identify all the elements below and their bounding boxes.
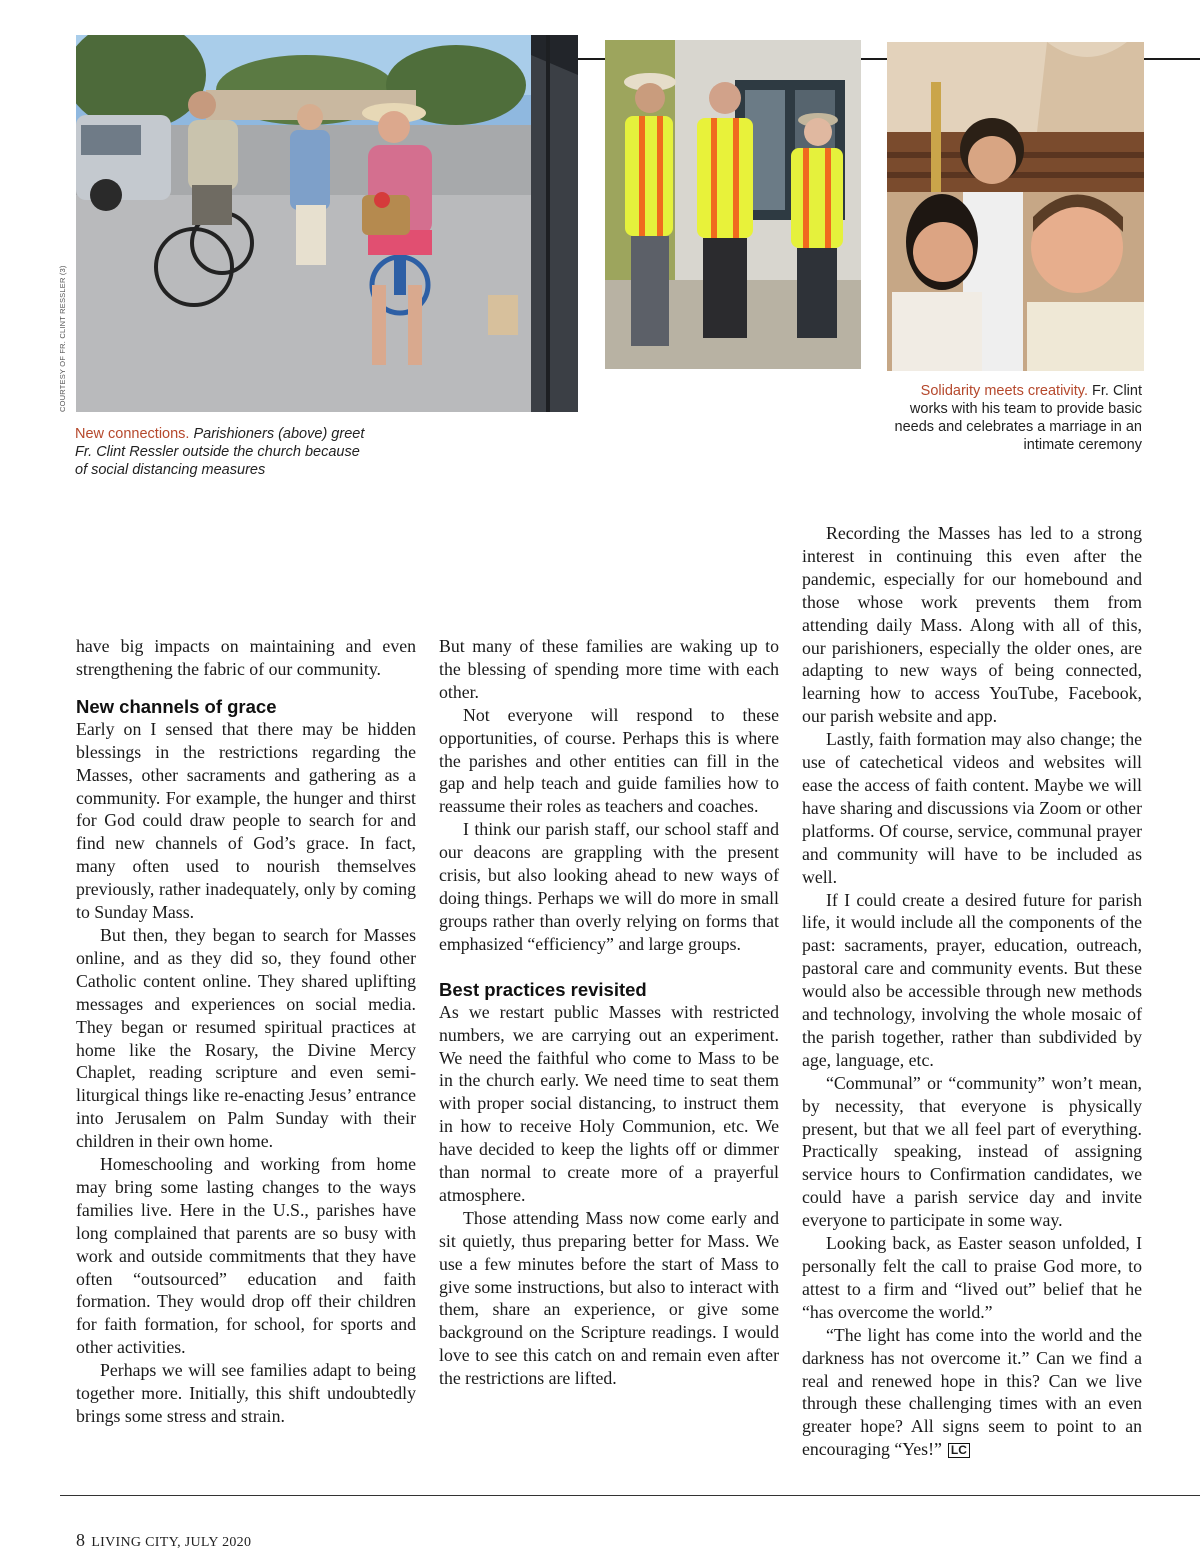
paragraph: As we restart public Masses with restricted numbers, we are carrying out an experiment. We need the faithful who come to Mass to be in the church early. We need time to seat them with proper social distancing, to instruct them in how to receive Holy Communion, etc. We have decided to keep the lights off or dimmer than normal to create more of a prayerful atmosphere.	[439, 1001, 779, 1205]
article-column-2	[439, 635, 779, 1390]
top-rule	[1144, 58, 1200, 60]
photo-credit: COURTESY OF FR. CLINT RESSLER (3)	[58, 265, 67, 412]
section-heading: Best practices revisited	[439, 978, 647, 1000]
wedding-photo-illustration	[887, 42, 1144, 371]
paragraph: Perhaps we will see families adapt to being together more. Initially, this shift undoubtedly brings some stress and strain.	[76, 1360, 416, 1426]
paragraph: Looking back, as Easter season unfolded, I personally felt the call to praise God more, to attest to a firm and “lived out” belief that he “has overcome the world.”	[802, 1233, 1142, 1322]
publication-name: LIVING CITY, JULY 2020	[91, 1535, 252, 1550]
paragraph: Not everyone will respond to these opportunities, of course. Perhaps this is where the parishes and other entities can fill in the gap and help teach and guide families how to reassume their roles as teachers and coaches.	[439, 704, 779, 817]
paragraph: Recording the Masses has led to a strong interest in continuing this even after the pandemic, especially for our homebound and those whose work prevents them from attending daily Mass. Along with all of this, our parishioners, especially the older ones, are adapting to new ways of being connected, learning how to access YouTube, Facebook, our parish website and app.	[802, 523, 1142, 727]
footer-rule	[60, 1495, 1200, 1496]
photo-team-vests	[605, 40, 861, 369]
paragraph: Early on I sensed that there may be hidden blessings in the restrictions regarding the Masses, other sacraments and gathering as a community. For example, the hunger and thirst for God could draw people to search for and find new channels of God’s grace. In fact, many often used to nourish themselves previously, rather inadequately, only by coming to Sunday Mass.	[76, 718, 416, 923]
paragraph: But then, they began to search for Masses online, and as they did so, they found other Catholic content online. They shared uplifting messages and experiences on social media. They began or resumed spiritual practices at home like the Rosary, the Divine Mercy Chaplet, reading scripture and even semi-liturgical things like re-enacting Jesus’ entrance into Jerusalem on Palm Sunday with their children in their own home.	[76, 924, 416, 1152]
page-footer	[76, 1530, 251, 1551]
end-mark: LC	[948, 1443, 970, 1458]
paragraph: If I could create a desired future for parish life, it would include all the components of the past: sacraments, prayer, education, outreach, pastoral care and community events. But these would also be accessible through new methods and technology, involving the whole mosaic of the parish together, rather than subdivided by age, language, etc.	[802, 889, 1142, 1070]
caption-solidarity	[880, 382, 1142, 454]
paragraph: Homeschooling and working from home may bring some lasting changes to the ways families live. Here in the U.S., parishes have long complained that parents are so busy with work and outside commitments that they have often “outsourced” education and faith formation. They would drop off their children for faith formation, for school, for sports and other activities.	[76, 1154, 416, 1358]
section-heading: New channels of grace	[76, 695, 277, 717]
article-column-3	[802, 522, 1142, 1461]
photo-parishioners	[76, 35, 578, 412]
caption-body: Fr. Clint works with his team to provide basic needs and celebrates a marriage in an intimate ceremony	[894, 383, 1142, 453]
paragraph: But many of these families are waking up to the blessing of spending more time with each other.	[439, 636, 779, 702]
parishioners-photo-illustration	[76, 35, 578, 412]
paragraph: “Communal” or “community” won’t mean, by necessity, that everyone is physically present, but that we all feel part of everything. Practically speaking, instead of assigning service hours to Confirmation candidates, we could have a parish service day and invite everyone to participate in some way.	[802, 1072, 1142, 1231]
paragraph: Those attending Mass now come early and sit quietly, thus preparing better for Mass. We use a few minutes before the start of Mass to give some instructions, but also to interact with them, share an experience, or give some background on the Scripture readings. I would love to see this catch on and remain even after the restrictions are lifted.	[439, 1207, 779, 1389]
paragraph: have big impacts on maintaining and even strengthening the fabric of our community.	[76, 636, 416, 679]
article-column-1	[76, 635, 416, 1428]
paragraph-text: “The light has come into the world and the darkness has not overcome it.” Can we find a real and renewed hope in this? Can we live through these challenging times with an even greater hope? All signs seem to point to an encouraging “Yes!”	[802, 1324, 1142, 1460]
top-rule	[578, 58, 606, 60]
caption-body: Parishioners (above) greet Fr. Clint Ressler outside the church because of social distancing measures	[75, 426, 365, 478]
caption-new-connections	[75, 425, 375, 479]
paragraph: I think our parish staff, our school staff and our deacons are grappling with the present crisis, but also looking ahead to new ways of doing things. Perhaps we will do more in small groups rather than overly relying on forms that emphasized “efficiency” and large groups.	[439, 819, 779, 954]
paragraph	[802, 1324, 1142, 1461]
page-number: 8	[76, 1530, 86, 1550]
team-vests-photo-illustration	[605, 40, 861, 369]
top-rule	[861, 58, 887, 60]
photo-wedding	[887, 42, 1144, 371]
caption-lead: New connections.	[75, 426, 190, 442]
paragraph: Lastly, faith formation may also change; the use of catechetical videos and websites will ease the access of faith content. Maybe we will have sharing and discussions via Zoom or other platforms. Of course, service, communal prayer and community will have to be included as well.	[802, 729, 1142, 887]
caption-lead: Solidarity meets creativity.	[920, 383, 1089, 399]
